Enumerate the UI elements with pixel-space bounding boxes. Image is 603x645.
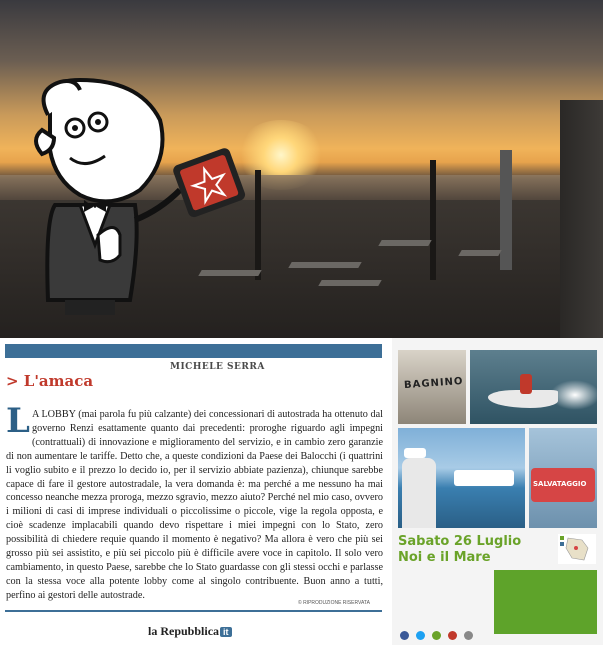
repubblica-logo [148,624,232,639]
beach-chair [378,240,431,246]
facebook-icon [400,631,409,640]
event-flyer [392,338,603,645]
vessel [454,470,514,486]
umbrella-pole [430,160,436,280]
logo-badge: it [220,627,232,637]
map-icon [558,534,596,564]
article-title: > L'amaca [6,372,94,390]
beach-chair [318,280,381,286]
umbrella-pole [500,150,512,270]
share-icon [432,631,441,640]
building [560,100,603,338]
officer [402,458,436,528]
lifeguard-sign-photo [398,350,466,424]
social-icons [400,625,475,644]
beach-chair [288,262,361,268]
article-text: A LOBBY (mai parola fu più calzante) dei concessionari di autostrada ha ottenuto dal governo Renzi esattamente quanto dai precedenti: proroghe riguardo agli impegni (contrattuali) di innovazione e miglioramento del servizio, e in cambio zero garanzie di non aumentare le tariffe. Detto che, a queste condizioni da Paese dei Balocchi (i quattrini li voglio subito e il prezzo lo decido io, per il servizio abbiate pazienza), chiunque sarebbe capace di fare il gestore autostradale, la vera domanda è: ma perché a me nessuno ha mai concesso neanche mezza proroga, mezzo sgravio, mezzo aiuto? Perché nel mio caso, ovvero i milioni di casi di imprese individuali o piccolissime o piccole, vige la regola opposta, e cioè scadenze implacabili quando devo rispettare i miei impegni con lo Stato, zero possibilità di chiedere requie quando il momento è negativo? Ma allora è vero che più sei grosso più sei assistito, e più sei piccolo più è difficile avere voce in capitolo. Il solo vero cambiamento, in questo Paese, sarebbe che lo Stato guardasse con gli stessi occhi e parlasse con la stessa voce alla potente lobby come al singolo contribuente. Buon anno a tutti, perfino ai gestori delle autostrade. [6,409,383,601]
officer-hat [404,448,426,458]
email-icon [464,631,473,640]
event-subtitle: Noi e il Mare [398,550,491,565]
pinterest-icon [448,631,457,640]
header-bar [5,344,382,358]
beach-chair [458,250,501,256]
sign-text: BAGNINO [403,375,464,392]
flyer-green-box [494,570,597,634]
newspaper-article [0,338,392,645]
rescue-boat-photo [529,428,597,528]
coast-guard-photo [398,428,525,528]
article-body [6,408,383,603]
event-date: Sabato 26 Luglio [398,534,522,549]
dropcap: L [6,401,30,441]
reserved-note: © RIPRODUZIONE RISERVATA [298,600,370,606]
logo-text: la Repubblica [148,624,220,638]
footer-rule [5,610,382,612]
jetski-photo [470,350,597,424]
author: MICHELE SERRA [170,362,265,372]
rescue-label: SALVATAGGIO [533,480,587,488]
twitter-icon [416,631,425,640]
rider [520,374,532,394]
cartoon-thumbs-up-icon [20,70,260,320]
